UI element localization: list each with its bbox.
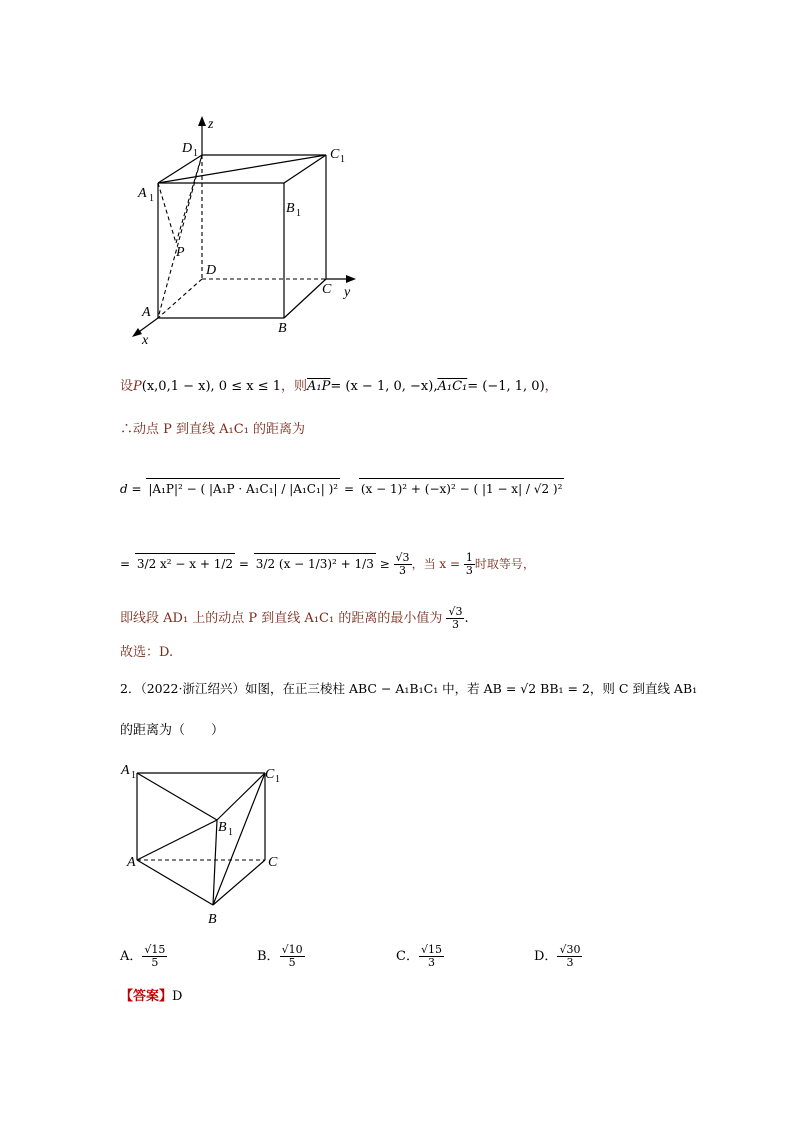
step5-den: 3 <box>451 618 459 631</box>
step4-value-den: 3 <box>399 564 407 577</box>
step5-text: 即线段 AD₁ 上的动点 P 到直线 A₁C₁ 的距离的最小值为 <box>120 611 443 626</box>
sub-B1: 1 <box>228 827 233 838</box>
step1-vector-a1c1: A₁C₁ <box>437 379 468 394</box>
sub-A1: 1 <box>131 770 136 781</box>
step4-sqrt-2 <box>254 553 376 574</box>
sub-C1: 1 <box>275 774 280 785</box>
label-y: y <box>344 285 351 300</box>
option-b-num: √10 <box>281 943 303 956</box>
label-A1: A <box>138 186 147 201</box>
sub-A1: 1 <box>149 193 154 204</box>
step4-expr-1: 3/2 x² − x + 1/2 <box>136 557 234 571</box>
answer-tag: 【答案】 <box>120 989 173 1004</box>
option-b[interactable] <box>257 944 305 969</box>
step3-inner-1: |A₁P|² − ( |A₁P · A₁C₁| / |A₁C₁| )² <box>148 482 339 496</box>
label-D1: D <box>182 141 193 156</box>
label-A1: A <box>121 763 130 778</box>
step3-sqrt-2 <box>359 478 565 499</box>
option-c-den: 3 <box>427 956 435 969</box>
step1-then: ，则 <box>281 379 308 394</box>
step1-eq2: = (−1, 1, 0) <box>467 379 545 394</box>
solution-step-2: ∴动点 P 到直线 A₁C₁ 的距离为 <box>120 422 306 437</box>
option-c[interactable] <box>396 944 444 969</box>
option-d-num: √30 <box>559 943 581 956</box>
label-P: P <box>176 245 185 260</box>
option-b-fraction <box>280 944 305 969</box>
label-B: B <box>208 912 217 927</box>
step4-x-den: 3 <box>465 564 473 577</box>
step5-num: √3 <box>448 605 463 618</box>
step4-expr-2: 3/2 (x − 1/3)² + 1/3 <box>255 557 374 571</box>
step4-eq: = <box>238 557 249 571</box>
step4-sqrt-1 <box>135 553 235 574</box>
step1-prefix: 设 <box>120 379 134 394</box>
solution-conclusion: 故选：D. <box>120 645 174 660</box>
step1-point: P <box>133 379 142 394</box>
step3-eq: = <box>343 482 354 496</box>
step3-d: d = <box>120 482 142 496</box>
option-a-den: 5 <box>151 956 159 969</box>
prism-figure <box>115 760 305 930</box>
step4-lead: = <box>120 557 131 571</box>
option-c-fraction <box>419 944 444 969</box>
option-c-num: √15 <box>420 943 442 956</box>
option-d-fraction <box>557 944 582 969</box>
label-C: C <box>322 282 332 297</box>
solution-step-5 <box>120 606 469 631</box>
label-x: x <box>142 333 149 348</box>
sub-B1: 1 <box>296 208 301 219</box>
step4-cond: ，当 x = <box>411 557 461 571</box>
step4-value-num: √3 <box>395 551 410 564</box>
step4-x-fraction <box>464 552 475 577</box>
answer-value: D <box>172 989 183 1004</box>
solution-step-1 <box>120 377 558 397</box>
option-a-fraction <box>142 944 167 969</box>
sub-D1: 1 <box>193 148 198 159</box>
step4-value-fraction <box>394 552 412 577</box>
label-z: z <box>208 117 214 132</box>
step3-inner-2: (x − 1)² + (−x)² − ( |1 − x| / √2 )² <box>360 482 563 496</box>
option-b-den: 5 <box>288 956 296 969</box>
step1-end: ， <box>544 379 558 394</box>
label-B: B <box>278 321 287 336</box>
label-B1: B <box>286 201 295 216</box>
answer-line <box>120 987 182 1007</box>
step4-cond2: 时取等号， <box>474 557 535 571</box>
solution-step-4 <box>120 552 535 577</box>
step1-coord: (x,0,1 − x), 0 ≤ x ≤ 1 <box>141 379 281 394</box>
step5-fraction <box>446 606 464 631</box>
sub-C1: 1 <box>340 154 345 165</box>
step4-x-num: 1 <box>465 551 473 564</box>
step4-ge: ≥ <box>379 557 390 571</box>
option-a[interactable] <box>120 944 167 969</box>
option-d[interactable] <box>534 944 582 969</box>
label-C1: C <box>265 767 275 782</box>
label-C: C <box>268 855 278 870</box>
option-a-letter: A． <box>120 949 143 964</box>
step5-end: . <box>464 611 469 626</box>
question-2-line-1: 2．（2022·浙江绍兴）如图，在正三棱柱 ABC − A₁B₁C₁ 中，若 AB = √2 BB₁ = 2，则 C 到直线 AB₁ <box>120 681 698 696</box>
label-B1: B <box>218 820 227 835</box>
option-d-den: 3 <box>566 956 574 969</box>
option-b-letter: B． <box>257 949 280 964</box>
step1-eq1: = (x − 1, 0, −x), <box>330 379 438 394</box>
cube-figure <box>120 110 380 350</box>
step3-sqrt-1 <box>146 478 340 499</box>
option-d-letter: D． <box>534 949 558 964</box>
label-C1: C <box>330 147 340 162</box>
step1-vector-a1p: A₁P <box>307 379 331 394</box>
option-a-num: √15 <box>144 943 166 956</box>
label-A: A <box>142 305 151 320</box>
option-c-letter: C． <box>396 949 419 964</box>
solution-step-3 <box>120 478 564 499</box>
label-D: D <box>206 263 217 278</box>
question-2-line-2: 的距离为（ ） <box>120 723 225 738</box>
label-A: A <box>127 855 136 870</box>
